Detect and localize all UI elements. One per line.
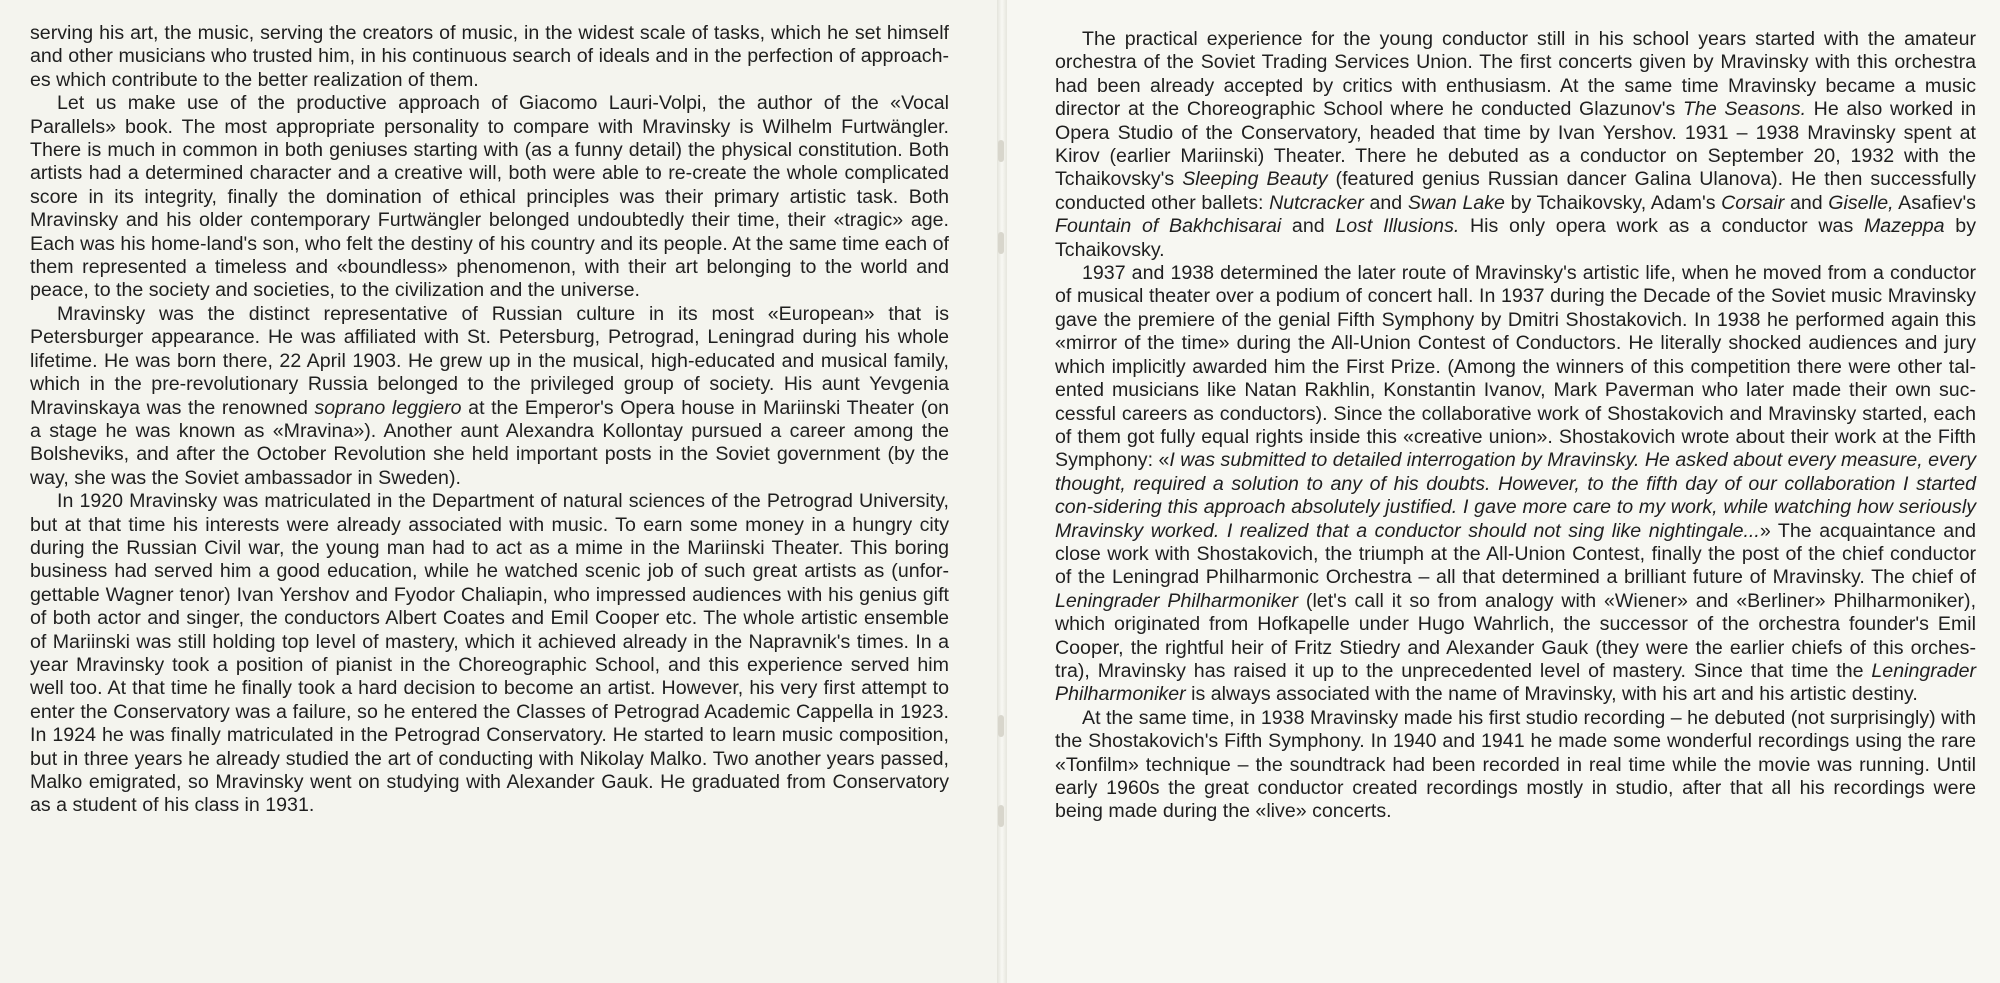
italic-quote: I was submitted to detailed interrogation by Mravinsky. He asked about every measure, every thought, required a solution to any of his doubts. However, to the fifth day of our collaboration I started con-sidering this approach absolutely justified. I gave more care to my work, while watching how seriously Mravinsky worked. I realized that a conductor should not sing like nightingale... xyxy=(1055,449,1976,542)
italic-title: Mazeppa xyxy=(1863,215,1945,238)
binding-mark xyxy=(998,232,1004,254)
italic-title: Fountain of Bakhchisarai xyxy=(1055,215,1282,238)
italic-title: Leningrader Philharmoniker xyxy=(1055,589,1299,612)
left-page-text xyxy=(30,22,949,818)
italic-title: Corsair xyxy=(1721,191,1785,214)
binding-mark xyxy=(998,715,1004,737)
left-page xyxy=(0,0,997,983)
binding-mark xyxy=(998,140,1004,162)
left-paragraph-2: Let us make use of the productive approach of Giacomo Lauri-Volpi, the author of the «Vocal Parallels» book. The most appropriate personality to compare with Mravinsky is Wilhelm Furtwängler. There is much in common in both geniuses starting with (as a funny detail) the physical constitution. Both artists had a determined character and a creative will, both were able to re-create the whole complicated score in its integrity, finally the domination of ethical principles was their primary artistic task. Both Mravinsky and his older contemporary Furtwängler belonged undoubtedly their time, their «tragic» age. Each was his home-land's son, who felt the destiny of his country and its people. At the same time each of them represented a timeless and «boundless» phenomenon, with their art belonging to the world and peace, to the society and societies, to the civilization and the universe. xyxy=(30,92,949,302)
right-paragraph-3: At the same time, in 1938 Mravinsky made his first studio recording – he debuted (not surprisingly) with the Shostakovich's Fifth Symphony. In 1940 and 1941 he made some wonderful recordings using the rare «Tonfilm» technique – the soundtrack had been recorded in real time while the movie was running. Until early 1960s the great conductor created recordings mostly in studio, after that all his recordings were being made during the «live» concerts. xyxy=(1055,706,1976,823)
italic-title: The Seasons. xyxy=(1682,98,1807,121)
right-page-text xyxy=(1055,28,1976,824)
italic-title: Sleeping Beauty xyxy=(1182,168,1328,191)
left-paragraph-3: Mravinsky was the distinct representative of Russian culture in its most «European» that is Petersburger appearance. He was affiliated with St. Petersburg, Petrograd, Leningrad during his whole lifetime. He was born there, 22 April 1903. He grew up in the musical, high-educated and musical family, which in the pre-revolutionary Russia belonged to the privileged group of society. His aunt Yevgenia Mravinskaya was the renowned soprano leggiero at the Emperor's Opera house in Mariinski Theater (on a stage he was known as «Mravina»). Another aunt Alexandra Kollontay pursued a career among the Bolsheviks, and after the October Revolution she held important posts in the Soviet government (by the way, she was the Soviet ambassador in Sweden). xyxy=(30,302,950,489)
right-page xyxy=(1007,0,2000,983)
right-paragraph-1: The practical experience for the young conductor still in his school years started with the amateur orchestra of the Soviet Trading Services Union. The first concerts given by Mravinsky with this orchestra had been already accepted by critics with enthusiasm. At the same time Mravinsky became a music director at the Choreographic School where he conducted Glazunov's The Seasons. He also worked in Opera Studio of the Conservatory, headed that time by Ivan Yershov. 1931 – 1938 Mravinsky spent at Kirov (earlier Mariinski) Theater. There he debuted as a conductor on September 20, 1932 with the Tchaikovsky's Sleeping Beauty (featured genius Russian dancer Galina Ulanova). He then successfully conducted other ballets: Nutcracker and Swan Lake by Tchaikovsky, Adam's Corsair and Giselle, Asafiev's Fountain of Bakhchisarai and Lost Illusions. His only opera work as a conductor was Mazeppa by Tchaikovsky. xyxy=(1055,28,1977,261)
binding-mark xyxy=(998,805,1004,827)
italic-title: Lost Illusions. xyxy=(1335,215,1460,238)
italic-term: soprano leggiero xyxy=(314,396,462,419)
italic-title: Swan Lake xyxy=(1407,191,1505,214)
italic-title: Nutcracker xyxy=(1269,191,1364,214)
left-paragraph-1: serving his art, the music, serving the creators of music, in the widest scale of tasks, which he set himself and other musicians who trusted him, in his continuous search of ideals and in the perfection of approach-es which contribute to the better realization of them. xyxy=(30,22,949,91)
right-paragraph-2: 1937 and 1938 determined the later route of Mravinsky's artistic life, when he moved from a conductor of musical theater over a podium of concert hall. In 1937 during the Decade of the Soviet music Mravinsky gave the premiere of the genial Fifth Symphony by Dmitri Shostakovich. In 1938 he performed again this «mirror of the time» during the All-Union Contest of Conductors. He literally shocked audiences and jury which implicitly awarded him the First Prize. (Among the winners of this competition there were other tal-ented musicians like Natan Rakhlin, Konstantin Ivanov, Mark Paverman who later made their own suc-cessful careers as conductors). Since the collaborative work of Shostakovich and Mravinsky started, each of them got fully equal rights inside this «creative union». Shostakovich wrote about their work at the Fifth Symphony: «I was submitted to detailed interrogation by Mravinsky. He asked about every measure, every thought, required a solution to any of his doubts. However, to the fifth day of our collaboration I started con-sidering this approach absolutely justified. I gave more care to my work, while watching how seriously Mravinsky worked. I realized that a conductor should not sing like nightingale...» The acquaintance and close work with Shostakovich, the triumph at the All-Union Contest, finally the post of the chief conductor of the Leningrad Philharmonic Orchestra – all that determined a brilliant future of Mravinsky. The chief of Leningrader Philharmoniker (let's call it so from analogy with «Wiener» and «Berliner» Philharmoniker), which originated from Hofkapelle under Hugo Wahrlich, the successor of the orchestra founder's Emil Cooper, the rightful heir of Fritz Stiedry and Alexander Gauk (they were the earlier chiefs of this orches-tra), Mravinsky has raised it up to the unprecedented level of mastery. Since that time the Leningrader Philharmoniker is always associated with the name of Mravinsky, with his art and his artistic destiny. xyxy=(1055,262,1977,706)
left-paragraph-4: In 1920 Mravinsky was matriculated in the Department of natural sciences of the Petrograd University, but at that time his interests were already associated with music. To earn some money in a hungry city during the Russian Civil war, the young man had to act as a mime in the Mariinski Theater. This boring business had served him a good education, while he watched scenic job of such great artists as (unfor-gettable Wagner tenor) Ivan Yershov and Fyodor Chaliapin, who impressed audiences with his genius gift of both actor and singer, the conductors Albert Coates and Emil Cooper etc. The whole artistic ensemble of Mariinski was still holding top level of mastery, which it achieved already in the Napravnik's times. In a year Mravinsky took a position of pianist in the Choreographic School, and this experience served him well too. At that time he finally took a hard decision to become an artist. However, his very first attempt to enter the Conservatory was a failure, so he entered the Classes of Petrograd Academic Cappella in 1923. In 1924 he was finally matriculated in the Petrograd Conservatory. He started to learn music composition, but in three years he already studied the art of conducting with Nikolay Malko. Two another years passed, Malko emigrated, so Mravinsky went on studying with Alexander Gauk. He graduated from Conservatory as a student of his class in 1931. xyxy=(30,490,949,817)
italic-title: Giselle, xyxy=(1828,191,1894,214)
italic-title: Leningrader Philharmoniker xyxy=(1055,659,1976,706)
